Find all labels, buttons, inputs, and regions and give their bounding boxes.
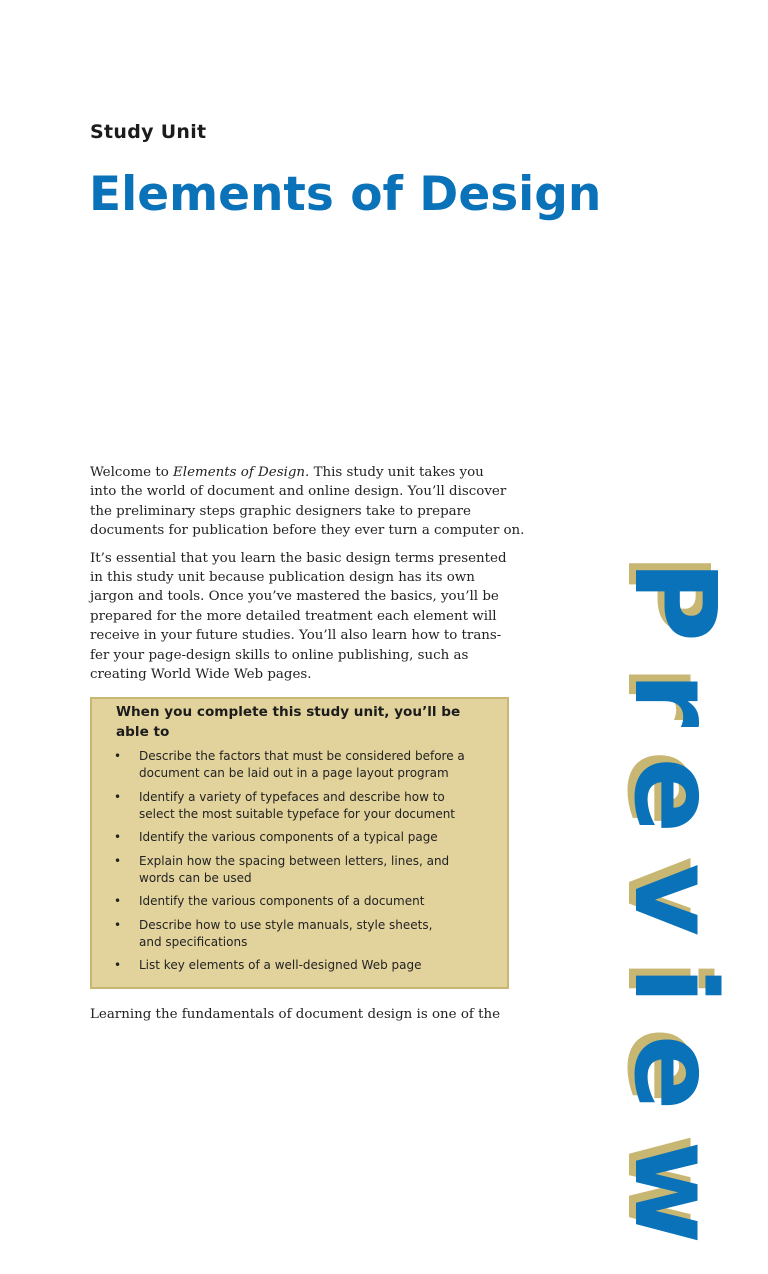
intro-p2-line4: prepared for the more detailed treatment each element will: [90, 608, 497, 624]
intro-p1-line1-rest: This study unit takes you: [309, 465, 484, 480]
intro-p1-line4: documents for publication before they ever turn a computer on.: [90, 523, 525, 539]
objective-line: Describe how to use style manuals, style sheets,: [139, 918, 433, 932]
intro-p2-line3: jargon and tools. Once you’ve mastered the basics, you’ll be: [90, 589, 499, 605]
objective-item: [114, 748, 494, 782]
objective-line: words can be used: [139, 870, 252, 885]
intro-p2-line1: It’s essential that you learn the basic design terms presented: [90, 550, 507, 566]
intro-p1-line3: the preliminary steps graphic designers take to prepare: [90, 503, 471, 519]
objective-line: document can be laid out in a page layout program: [139, 765, 449, 780]
intro-p1-italic-title: Elements of Design.: [173, 465, 310, 480]
intro-p1-prefix: Welcome to: [90, 465, 174, 480]
intro-p2-line2: in this study unit because publication design has its own: [90, 570, 475, 586]
bullet-icon: •: [114, 918, 122, 932]
study-unit-label: Study Unit: [90, 121, 207, 143]
preview-watermark: Preview: [609, 560, 739, 1274]
intro-p2-line6: fer your page-design skills to online publishing, such as: [90, 647, 469, 663]
intro-p2-line7: creating World Wide Web pages.: [90, 667, 312, 683]
learning-objectives-box: [90, 697, 509, 989]
objective-line: Describe the factors that must be considered before a: [139, 749, 465, 763]
objective-line: Explain how the spacing between letters, lines, and: [139, 854, 450, 868]
bullet-icon: •: [114, 790, 122, 804]
bullet-icon: •: [114, 830, 122, 844]
objective-item: [114, 853, 494, 887]
objective-line: List key elements of a well-designed Web page: [139, 958, 422, 972]
objectives-heading-line1: When you complete this study unit, you’ll be: [116, 704, 461, 720]
objective-line: select the most suitable typeface for your document: [139, 806, 456, 821]
bullet-icon: •: [114, 854, 122, 868]
objective-item: [114, 917, 494, 951]
objective-line: Identify the various components of a typical page: [139, 830, 438, 844]
intro-p1-line2: into the world of document and online design. You’ll discover: [90, 484, 507, 500]
intro-p2-line5: receive in your future studies. You’ll also learn how to trans-: [90, 628, 502, 644]
objective-item: [114, 789, 494, 823]
document-title: Elements of Design: [89, 167, 602, 222]
intro-paragraph-1: [90, 463, 525, 541]
intro-text: [90, 463, 525, 692]
objective-line: and specifications: [139, 934, 248, 949]
intro-paragraph-2: [90, 549, 520, 685]
objective-line: Identify the various components of a document: [139, 894, 425, 908]
bullet-icon: •: [114, 894, 122, 908]
objective-line: Identify a variety of typefaces and describe how to: [139, 790, 445, 804]
objective-item: [114, 957, 494, 974]
objectives-heading: [116, 703, 460, 742]
objective-item: [114, 893, 494, 910]
bullet-icon: •: [114, 749, 122, 763]
closing-paragraph: Learning the fundamentals of document design is one of the: [90, 1007, 501, 1022]
objective-item: [114, 829, 494, 846]
bullet-icon: •: [114, 958, 122, 972]
objectives-heading-line2: able to: [116, 723, 170, 740]
